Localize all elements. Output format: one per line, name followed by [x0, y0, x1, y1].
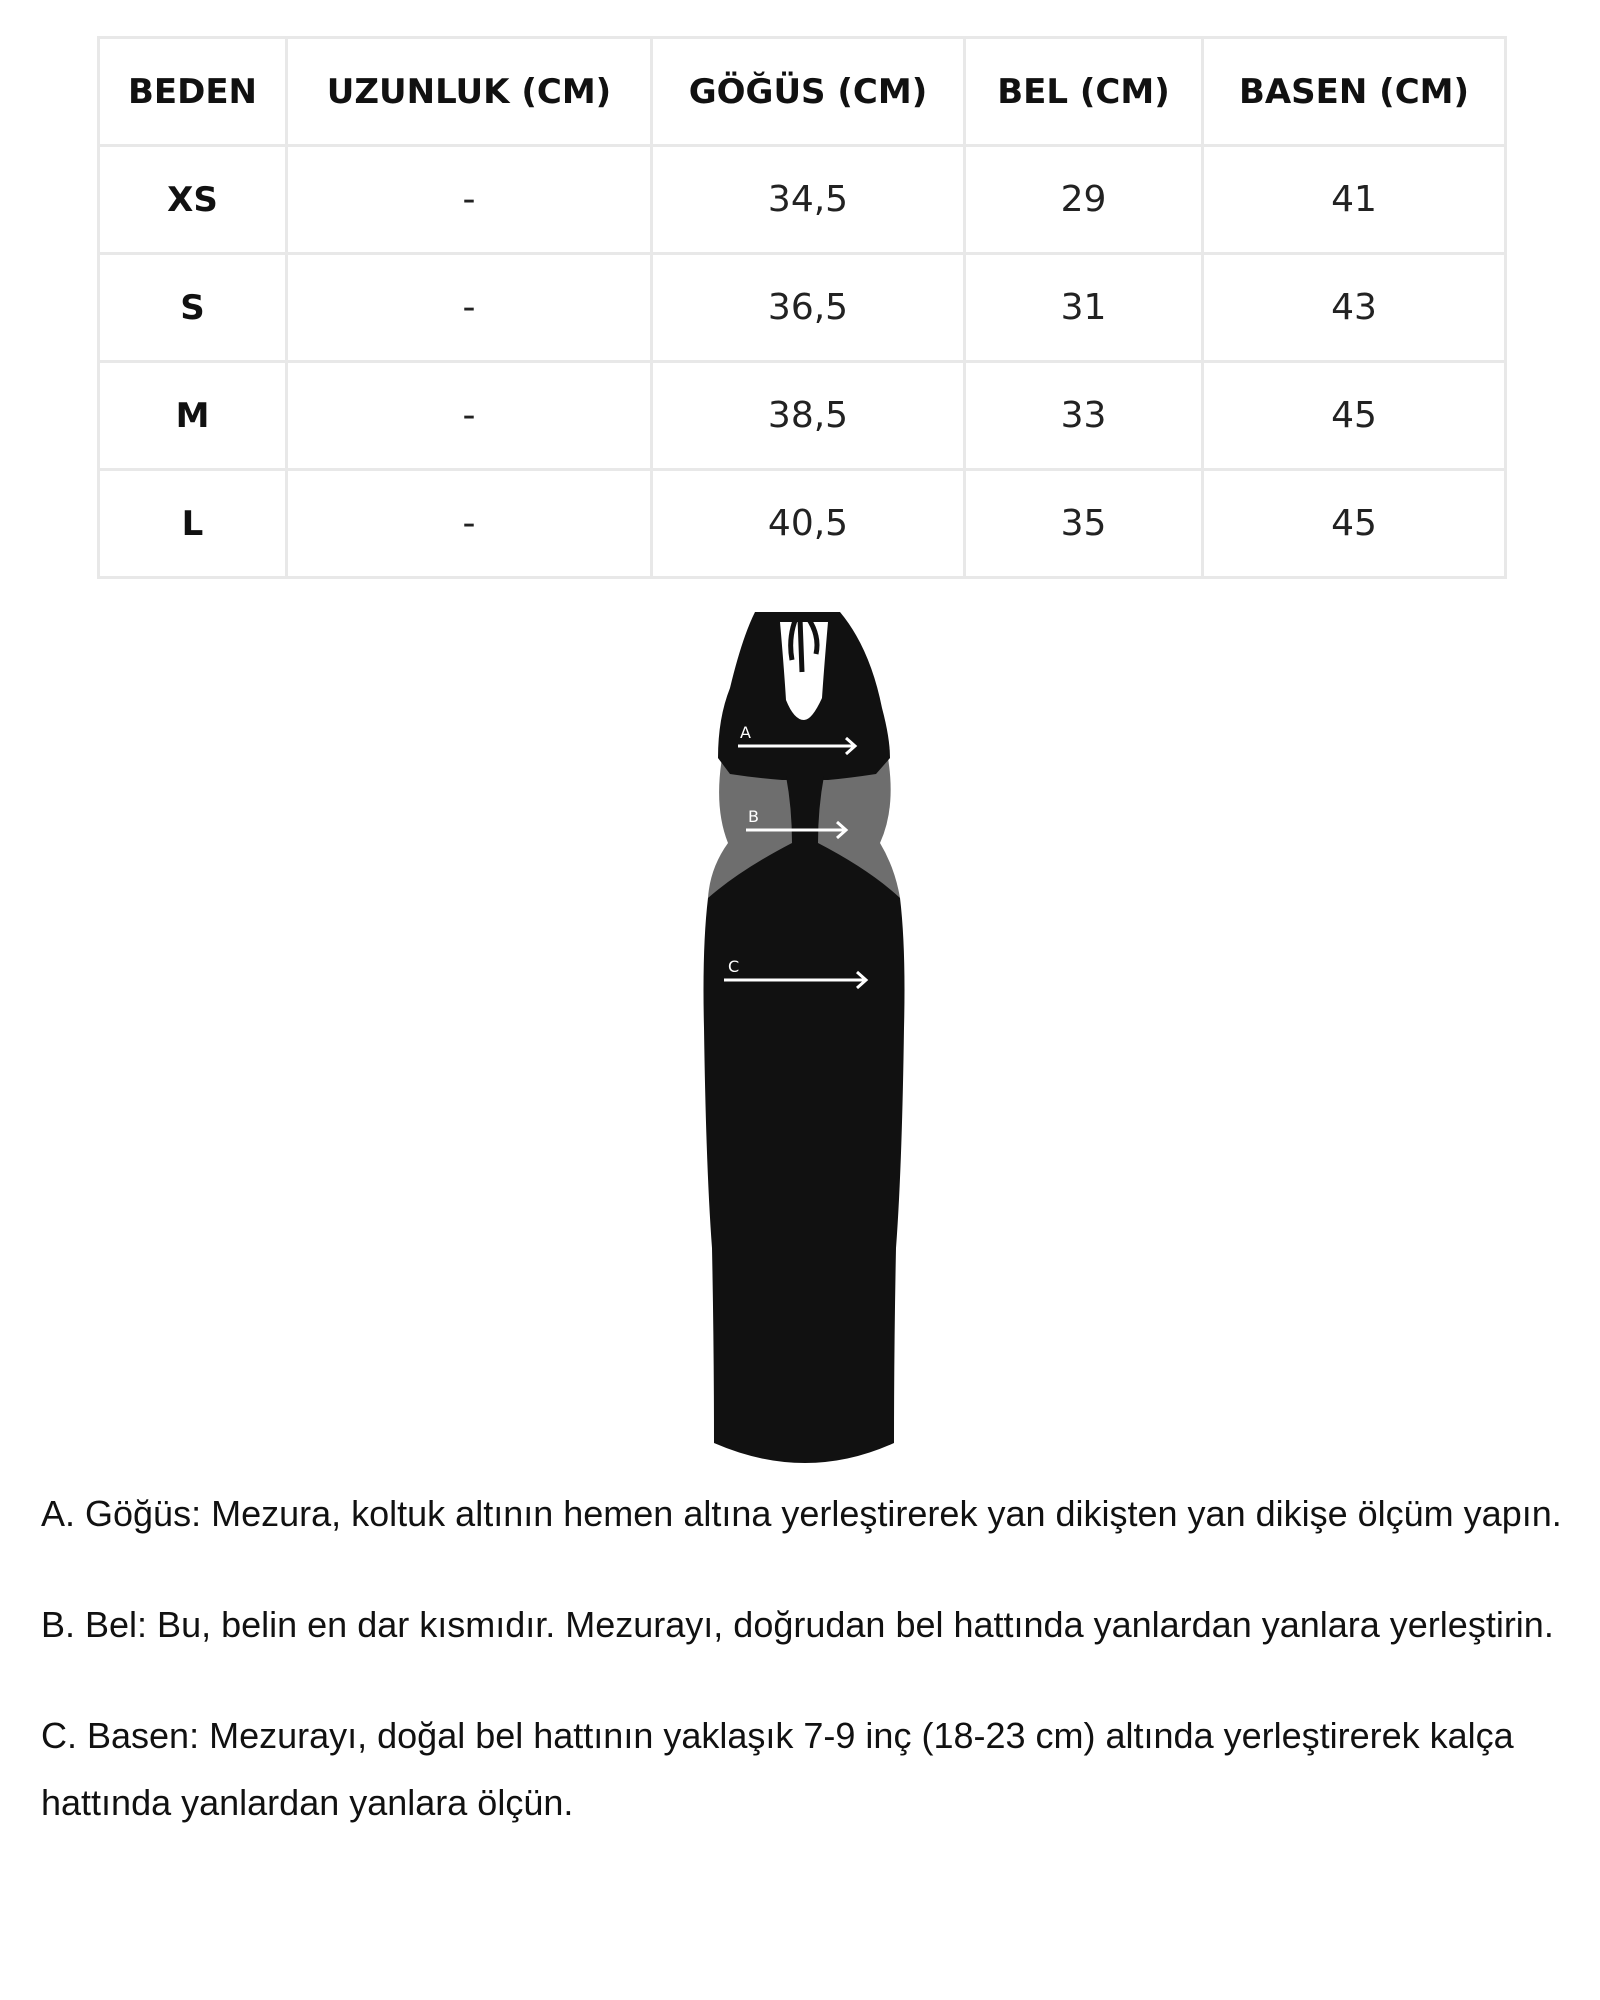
table-row: [99, 470, 1506, 578]
header-length: UZUNLUK (CM): [287, 38, 652, 146]
chest-cell: 38,5: [652, 362, 965, 470]
dress-measurement-diagram: [700, 608, 910, 1468]
label-c: C: [728, 957, 740, 976]
size-cell: S: [99, 254, 287, 362]
table-row: [99, 362, 1506, 470]
hip-cell: 41: [1203, 146, 1506, 254]
hip-cell: 45: [1203, 362, 1506, 470]
label-a: A: [740, 723, 751, 742]
measurement-instructions: [41, 1480, 1581, 1880]
header-hip: BASEN (CM): [1203, 38, 1506, 146]
length-cell: -: [287, 146, 652, 254]
dress-illustration: [700, 608, 910, 1468]
hip-cell: 43: [1203, 254, 1506, 362]
length-cell: -: [287, 254, 652, 362]
waist-cell: 31: [965, 254, 1203, 362]
note-waist: B. Bel: Bu, belin en dar kısmıdır. Mezurayı, doğrudan bel hattında yanlardan yanlara yerleştirin.: [41, 1604, 1554, 1645]
waist-cell: 33: [965, 362, 1203, 470]
header-size: BEDEN: [99, 38, 287, 146]
note-hip: C. Basen: Mezurayı, doğal bel hattının yaklaşık 7-9 inç (18-23 cm) altında yerleştirerek kalça hattında yanlardan yanlara ölçün.: [41, 1715, 1514, 1823]
note-chest: A. Göğüs: Mezura, koltuk altının hemen altına yerleştirerek yan dikişten yan dikişe ölçüm yapın.: [41, 1493, 1562, 1534]
size-cell: M: [99, 362, 287, 470]
length-cell: -: [287, 362, 652, 470]
header-waist: BEL (CM): [965, 38, 1203, 146]
size-cell: L: [99, 470, 287, 578]
size-chart-table: [97, 36, 1507, 579]
size-cell: XS: [99, 146, 287, 254]
header-chest: GÖĞÜS (CM): [652, 38, 965, 146]
hip-cell: 45: [1203, 470, 1506, 578]
waist-cell: 29: [965, 146, 1203, 254]
length-cell: -: [287, 470, 652, 578]
waist-cell: 35: [965, 470, 1203, 578]
label-b: B: [748, 807, 759, 826]
chest-cell: 36,5: [652, 254, 965, 362]
table-header-row: [99, 38, 1506, 146]
table-row: [99, 146, 1506, 254]
table-row: [99, 254, 1506, 362]
chest-cell: 34,5: [652, 146, 965, 254]
chest-cell: 40,5: [652, 470, 965, 578]
